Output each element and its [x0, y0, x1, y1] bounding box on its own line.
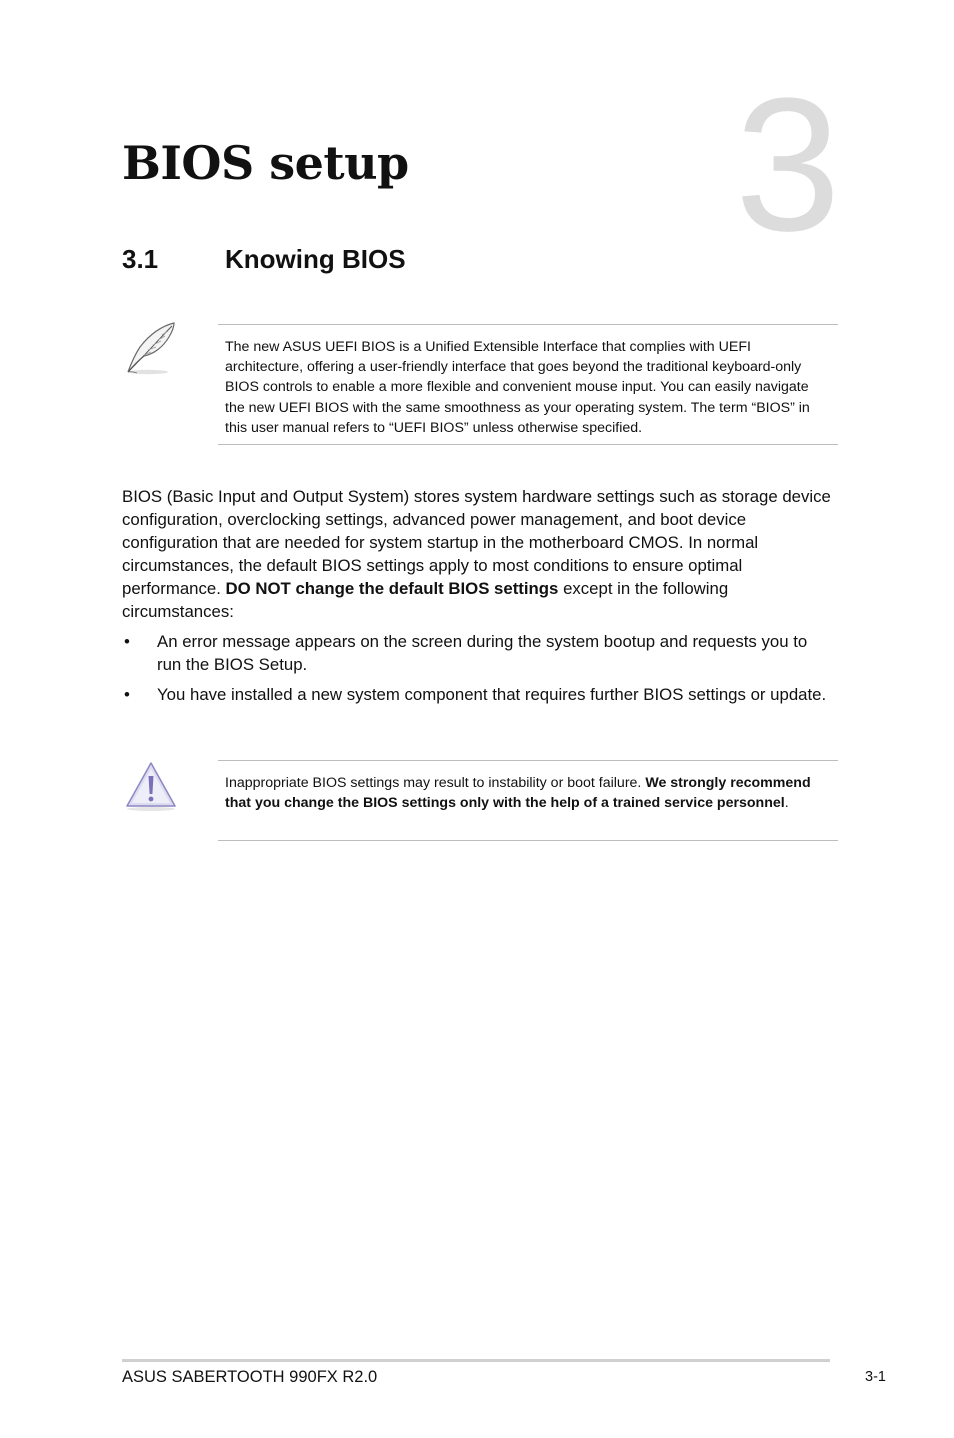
caution-text-start: Inappropriate BIOS settings may result to instability or boot failure.	[225, 775, 646, 791]
list-item	[122, 683, 834, 706]
intro-bold-text: DO NOT change the default BIOS settings	[225, 579, 559, 598]
intro-text: BIOS (Basic Input and Output System) stores system hardware settings such as storage device configuration, overclocking settings, advanced power management, and boot device configuration that are needed for system startup in the motherboard CMOS. In normal circumstances, the default BIOS settings apply to most conditions to ensure optimal performance.	[122, 487, 831, 598]
footer-page-number: 3-1	[865, 1369, 886, 1385]
caution-box	[218, 760, 838, 841]
bullet-mark: •	[124, 685, 130, 704]
caution-bold-text: We strongly recommend that you change the BIOS settings only with the help of a trained service personnel	[225, 775, 811, 812]
bullet-mark: •	[124, 632, 130, 651]
feather-pen-icon	[122, 320, 180, 378]
list-item-text: An error message appears on the screen during the system bootup and requests you to run the BIOS Setup.	[157, 632, 808, 674]
page-title: BIOS setup	[122, 136, 409, 190]
caution-text	[225, 773, 838, 813]
caution-text-end: .	[784, 795, 789, 812]
section-title: Knowing BIOS	[225, 244, 406, 274]
note-text: The new ASUS UEFI BIOS is a Unified Extensible Interface that complies with UEFI architecture, offering a user-friendly interface that goes beyond the traditional keyboard-only BIOS controls to enable a more flexible and convenient mouse input. You can easily navigate the new UEFI BIOS with the same smoothness as your operating system. The term “BIOS” in this user manual refers to “UEFI BIOS” unless otherwise specified.	[225, 339, 810, 436]
note-box	[218, 324, 838, 445]
warning-triangle-icon	[124, 760, 178, 812]
section-heading	[122, 246, 406, 272]
intro-paragraph	[122, 485, 834, 623]
list-item	[122, 630, 834, 676]
footer-product-name: ASUS SABERTOOTH 990FX R2.0	[122, 1368, 378, 1386]
footer-divider	[122, 1359, 830, 1362]
body-text	[122, 485, 834, 713]
chapter-number: 3	[735, 59, 841, 271]
list-item-text: You have installed a new system component that requires further BIOS settings or update.	[157, 685, 827, 704]
bullet-list	[122, 630, 834, 706]
section-number: 3.1	[122, 244, 159, 274]
intro-text-end: except in the following circumstances:	[122, 579, 729, 621]
